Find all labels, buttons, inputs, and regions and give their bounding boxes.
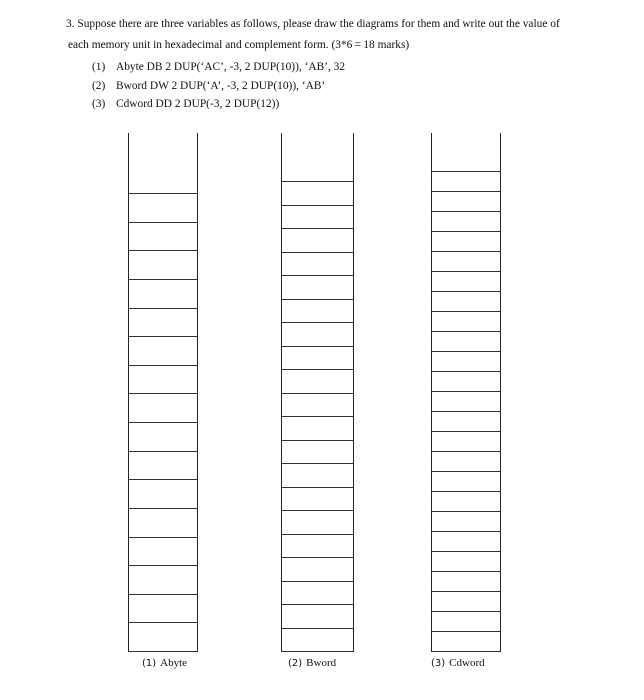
memory-cell bbox=[281, 275, 354, 299]
memory-cell bbox=[281, 181, 354, 205]
bword-diagram bbox=[281, 133, 354, 651]
memory-cell bbox=[281, 205, 354, 229]
memory-cell bbox=[281, 581, 354, 605]
memory-cell bbox=[431, 391, 501, 411]
item-number: (1) bbox=[92, 61, 106, 73]
memory-cell bbox=[431, 451, 501, 471]
abyte-caption bbox=[142, 657, 187, 669]
memory-cell bbox=[431, 371, 501, 391]
question-prompt-line2: each memory unit in hexadecimal and complement form. (3*6 = 18 marks) bbox=[68, 39, 410, 51]
memory-cell bbox=[431, 431, 501, 451]
memory-cell bbox=[281, 346, 354, 370]
memory-cell bbox=[431, 331, 501, 351]
memory-cell bbox=[281, 487, 354, 511]
item-number: (2) bbox=[92, 79, 106, 92]
memory-cell bbox=[128, 393, 198, 422]
caption-number: (1) bbox=[142, 658, 157, 669]
memory-cell bbox=[128, 365, 198, 394]
memory-cell bbox=[431, 191, 501, 211]
abyte-diagram bbox=[128, 133, 198, 651]
memory-cell bbox=[128, 622, 198, 652]
item-text: Bword DW 2 DUP(‘A’, -3, 2 DUP(10)), ‘AB’ bbox=[116, 79, 326, 92]
memory-cell bbox=[431, 591, 501, 611]
memory-cell bbox=[128, 565, 198, 594]
memory-cell bbox=[128, 193, 198, 222]
memory-cell bbox=[128, 537, 198, 566]
memory-cell bbox=[431, 211, 501, 231]
memory-cell bbox=[431, 171, 501, 191]
memory-cell bbox=[281, 628, 354, 653]
memory-cell bbox=[431, 491, 501, 511]
memory-cell bbox=[431, 511, 501, 531]
item-number: (3) bbox=[92, 98, 106, 110]
memory-cell bbox=[281, 252, 354, 276]
memory-cell bbox=[431, 271, 501, 291]
memory-cell bbox=[128, 336, 198, 365]
memory-cell bbox=[128, 508, 198, 537]
memory-cell bbox=[431, 631, 501, 652]
memory-cell bbox=[281, 228, 354, 252]
memory-cell bbox=[281, 557, 354, 581]
item-text: Cdword DD 2 DUP(-3, 2 DUP(12)) bbox=[116, 98, 280, 110]
memory-cell bbox=[431, 311, 501, 331]
cdword-diagram bbox=[431, 133, 501, 651]
memory-cell bbox=[128, 250, 198, 279]
memory-cell bbox=[281, 393, 354, 417]
memory-cell bbox=[281, 510, 354, 534]
memory-cell bbox=[431, 531, 501, 551]
memory-cell bbox=[281, 416, 354, 440]
memory-cell bbox=[281, 463, 354, 487]
memory-cell bbox=[281, 369, 354, 393]
question-block bbox=[66, 14, 626, 114]
memory-cell bbox=[128, 422, 198, 451]
memory-cell bbox=[128, 594, 198, 623]
memory-cell bbox=[431, 251, 501, 271]
memory-cell bbox=[281, 322, 354, 346]
bword-caption bbox=[288, 657, 336, 669]
memory-cell bbox=[128, 308, 198, 337]
question-item-abyte bbox=[66, 58, 626, 77]
memory-cell bbox=[431, 551, 501, 571]
cdword-caption bbox=[431, 657, 485, 669]
question-item-bword bbox=[66, 77, 626, 96]
question-item-cdword bbox=[66, 95, 626, 114]
memory-cell bbox=[431, 611, 501, 631]
memory-cell bbox=[281, 534, 354, 558]
caption-label: Abyte bbox=[160, 657, 188, 669]
caption-number: (2) bbox=[288, 658, 303, 669]
caption-number: (3) bbox=[431, 658, 446, 669]
memory-cell bbox=[431, 571, 501, 591]
memory-cell bbox=[281, 604, 354, 628]
memory-cell bbox=[431, 291, 501, 311]
memory-cell bbox=[431, 351, 501, 371]
caption-label: Cdword bbox=[449, 657, 485, 669]
memory-cell bbox=[431, 471, 501, 491]
question-items bbox=[66, 58, 626, 114]
memory-cell bbox=[431, 411, 501, 431]
memory-cell bbox=[281, 299, 354, 323]
memory-cell bbox=[128, 222, 198, 251]
memory-cell bbox=[281, 440, 354, 464]
memory-cell bbox=[128, 479, 198, 508]
memory-cell bbox=[128, 451, 198, 480]
memory-cell bbox=[128, 279, 198, 308]
memory-cell bbox=[431, 231, 501, 251]
item-text: Abyte DB 2 DUP(‘AC’, -3, 2 DUP(10)), ‘AB’, 32 bbox=[116, 61, 346, 73]
question-prompt-line1: 3. Suppose there are three variables as follows, please draw the diagrams for them and write out the value of bbox=[66, 18, 560, 30]
caption-label: Bword bbox=[306, 657, 337, 669]
